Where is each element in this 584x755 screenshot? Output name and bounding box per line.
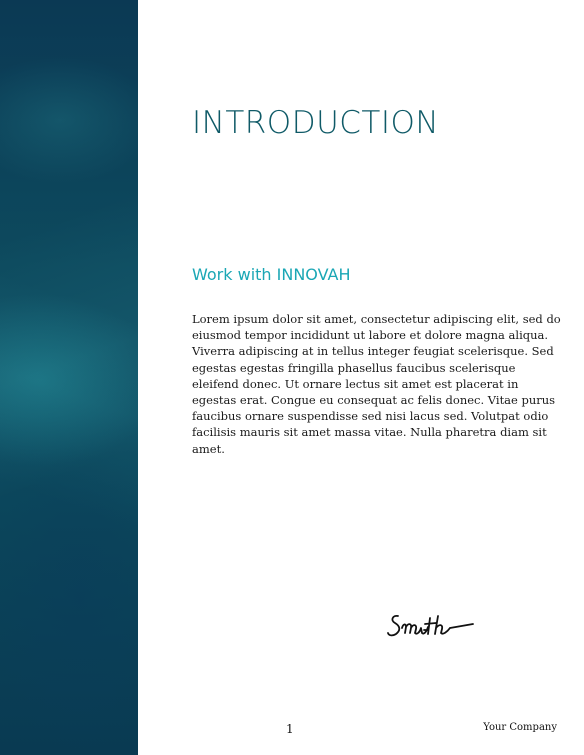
signature-image: [384, 606, 480, 644]
signature-stroke: [388, 616, 473, 636]
page-title: INTRODUCTION: [192, 105, 440, 141]
body-paragraph: Lorem ipsum dolor sit amet, consectetur adipiscing elit, sed do eiusmod tempor incididunt ut labore et dolore magna aliqua. Viverra adipiscing at in tellus integer feugiat scelerisque. Sed egestas egestas fringilla phasellus faucibus scelerisque eleifend donec. Ut ornare lectus sit amet est placerat in egestas erat. Congue eu consequat ac felis donec. Vitae purus faucibus ornare suspendisse sed nisi lacus sed. Volutpat odio facilisis mauris sit amet massa vitae. Nulla pharetra diam sit amet.: [192, 312, 561, 456]
page-number: 1: [286, 722, 294, 736]
side-panel: [0, 0, 138, 755]
company-name: Your Company: [483, 722, 557, 733]
section-subtitle: Work with INNOVAH: [192, 265, 351, 284]
